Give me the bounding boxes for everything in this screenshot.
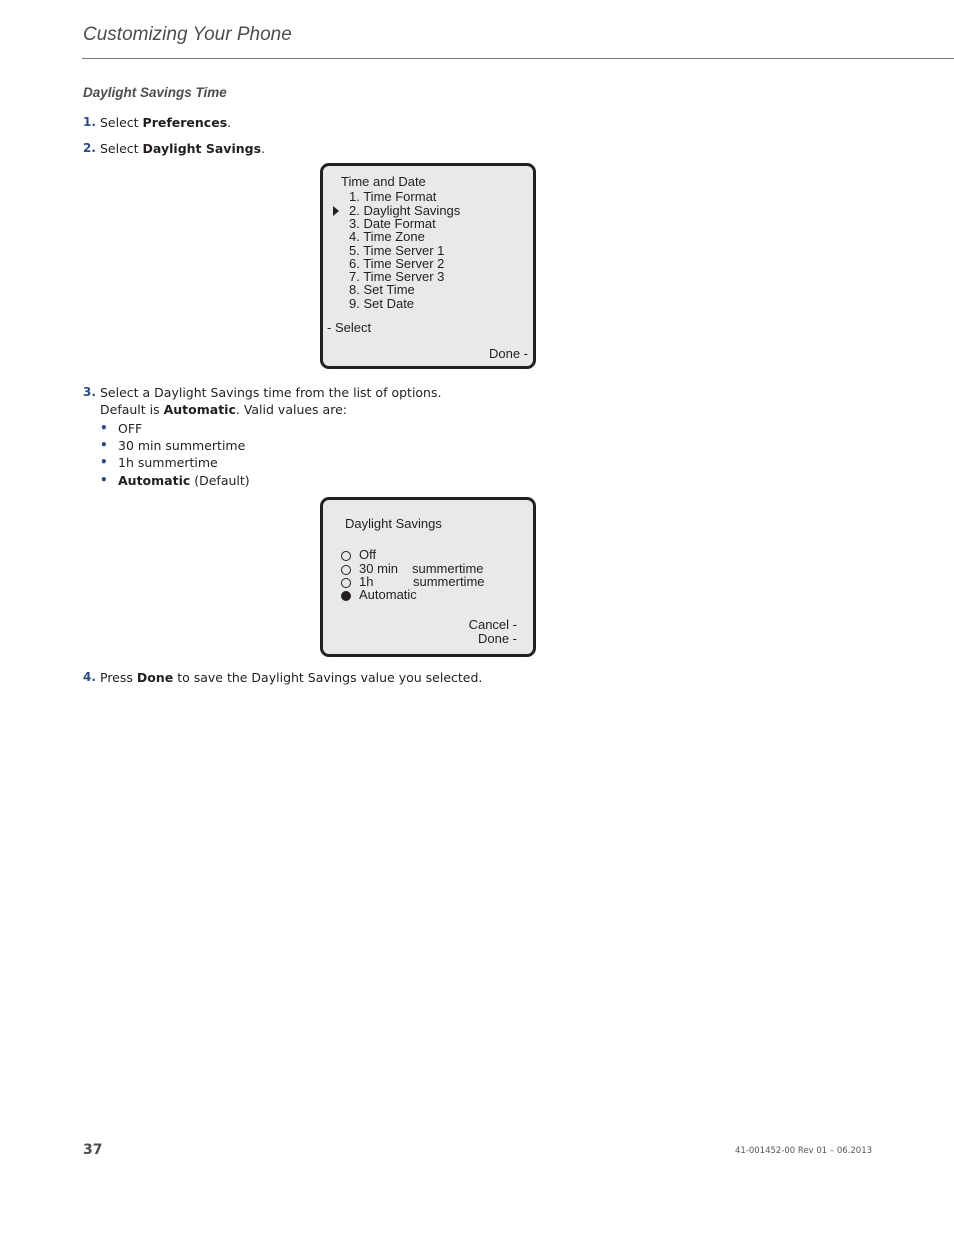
bullet-text: 1h summertime bbox=[118, 455, 218, 470]
menu-item[interactable]: 8. Set Time bbox=[349, 282, 415, 297]
step-number: 4. bbox=[83, 670, 96, 684]
option-label: Automatic bbox=[359, 587, 417, 602]
bullet-text: Automatic (Default) bbox=[118, 473, 250, 488]
menu-item[interactable]: 6. Time Server 2 bbox=[349, 256, 445, 271]
option-label: Off bbox=[359, 547, 377, 562]
radio-30-min[interactable] bbox=[341, 565, 351, 575]
phone-screen-time-and-date bbox=[320, 163, 536, 369]
step-number: 3. bbox=[83, 385, 96, 399]
menu-item[interactable]: 7. Time Server 3 bbox=[349, 269, 445, 284]
menu-item[interactable]: 3. Date Format bbox=[349, 216, 436, 231]
page-number: 37 bbox=[83, 1142, 103, 1158]
option-label-suffix: summertime bbox=[412, 561, 484, 576]
menu-item[interactable]: 1. Time Format bbox=[349, 189, 437, 204]
option-label-suffix: summertime bbox=[413, 574, 485, 589]
step-text: Press Done to save the Daylight Savings value you selected. bbox=[100, 670, 483, 685]
radio-automatic[interactable] bbox=[341, 591, 351, 601]
selection-arrow-icon bbox=[333, 206, 339, 216]
document-id: 41-001452-00 Rev 01 – 06.2013 bbox=[735, 1146, 873, 1156]
option-label: 1h bbox=[359, 574, 374, 589]
softkey-done[interactable]: Done - bbox=[488, 346, 528, 361]
menu-item[interactable]: 5. Time Server 1 bbox=[349, 243, 445, 258]
radio-off[interactable] bbox=[341, 551, 351, 561]
step-number: 2. bbox=[83, 141, 96, 155]
menu-item[interactable]: 4. Time Zone bbox=[349, 229, 425, 244]
step-text: Select Preferences. bbox=[100, 115, 232, 130]
menu-item-selected[interactable]: 2. Daylight Savings bbox=[349, 203, 461, 218]
section-title: Daylight Savings Time bbox=[83, 85, 227, 100]
radio-1h[interactable] bbox=[341, 578, 351, 588]
step-text: Select a Daylight Savings time from the list of options. bbox=[100, 385, 442, 400]
phone-screen-daylight-savings bbox=[320, 497, 536, 657]
screen-title: Time and Date bbox=[341, 174, 426, 189]
screen-title: Daylight Savings bbox=[345, 516, 442, 531]
step-text: Default is Automatic. Valid values are: bbox=[100, 402, 347, 417]
step-number: 1. bbox=[83, 115, 96, 129]
bullet-icon: • bbox=[100, 438, 108, 452]
softkey-cancel[interactable]: Cancel - bbox=[468, 617, 517, 632]
bullet-text: OFF bbox=[118, 421, 143, 436]
bullet-text: 30 min summertime bbox=[118, 438, 246, 453]
step-text: Select Daylight Savings. bbox=[100, 141, 266, 156]
menu-item[interactable]: 9. Set Date bbox=[349, 296, 415, 311]
page-header-title: Customizing Your Phone bbox=[83, 24, 292, 45]
softkey-select[interactable]: - Select bbox=[327, 320, 372, 335]
bullet-icon: • bbox=[100, 455, 108, 469]
option-label: 30 min bbox=[359, 561, 399, 576]
bullet-icon: • bbox=[100, 421, 108, 435]
softkey-done[interactable]: Done - bbox=[477, 631, 517, 646]
bullet-icon: • bbox=[100, 473, 108, 487]
header-divider bbox=[82, 58, 954, 59]
